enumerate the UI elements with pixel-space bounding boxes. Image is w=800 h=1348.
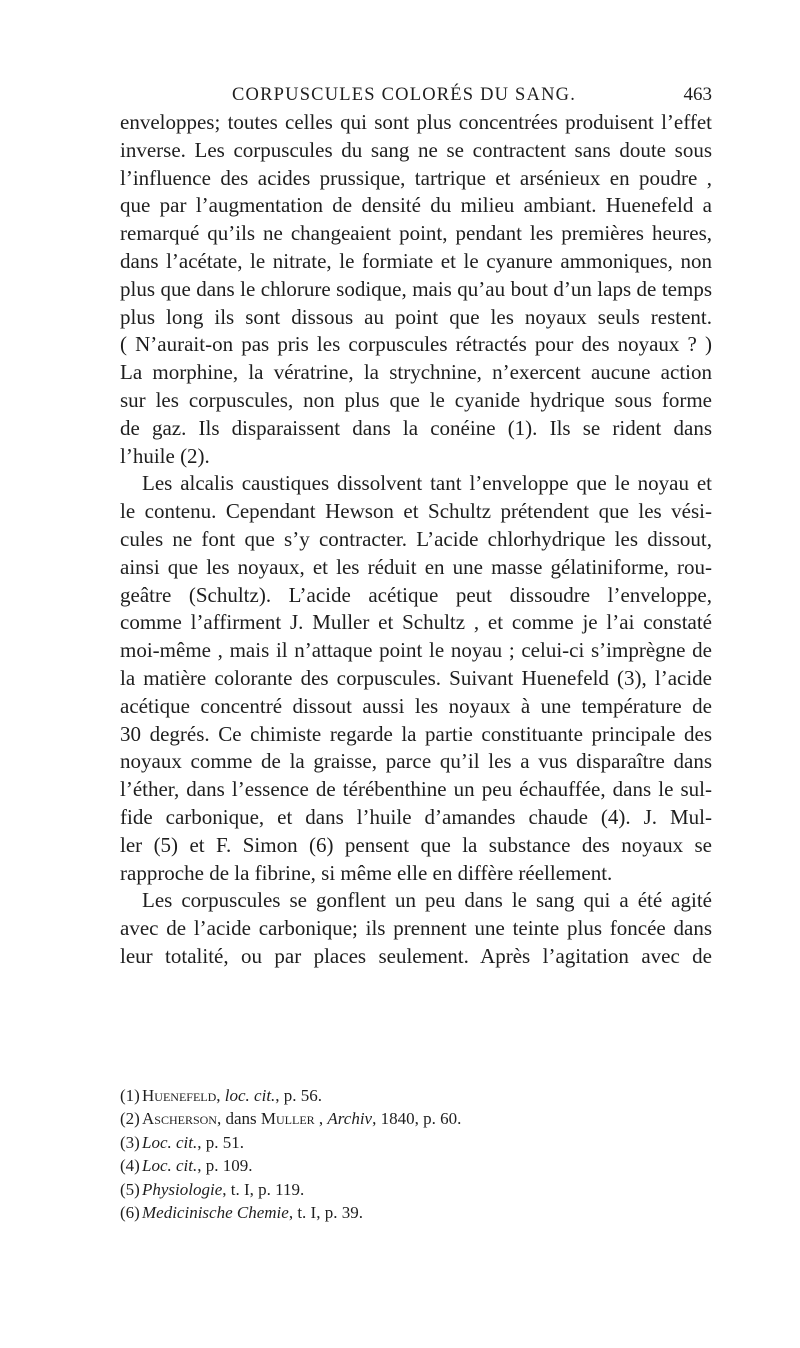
text-line: dans l’acétate, le nitrate, le formiate et le cyanure ammoniques, non (120, 248, 712, 273)
footnote-text: , p. 51. (197, 1132, 244, 1152)
footnote-number: (4) (120, 1156, 140, 1176)
text-line: ler (5) et F. Simon (6) pensent que la substance des noyaux se (120, 832, 712, 857)
footnote-author: Huenefeld (142, 1086, 217, 1105)
text-line: fide carbonique, et dans l’huile d’amandes chaude (4). J. Mul- (120, 804, 712, 829)
text-line: l’influence des acides prussique, tartrique et arsénieux en poudre , (120, 165, 712, 190)
footnote-text: , p. 109. (197, 1156, 253, 1176)
text-line: comme l’affirment J. Muller et Schultz , et comme je l’ai constaté (120, 610, 712, 635)
footnote-text: , (216, 1086, 225, 1105)
footnote (120, 1154, 712, 1177)
footnote-work: Loc. cit. (142, 1132, 198, 1152)
text-line: cules ne font que s’y contracter. L’acide chlorhydrique les dissout, (120, 526, 712, 551)
footnote (120, 1178, 712, 1201)
text-line: acétique concentré dissout aussi les noyaux à une température de (120, 693, 712, 718)
footnote-number: (2) (120, 1109, 140, 1129)
footnote-text: , t. I, p. 119. (222, 1179, 305, 1199)
footnote-text: , dans (216, 1109, 261, 1129)
footnote-number: (3) (120, 1132, 140, 1152)
text-line: ( N’aurait-on pas pris les corpuscules rétractés pour des noyaux ? ) (120, 332, 712, 357)
text-line: le contenu. Cependant Hewson et Schultz prétendent que les vési- (120, 499, 712, 524)
footnote-author: Muller (260, 1109, 315, 1129)
text-line: geâtre (Schultz). L’acide acétique peut dissoudre l’enveloppe, (120, 582, 712, 607)
text-line: plus que dans le chlorure sodique, mais qu’au bout d’un laps de temps (120, 276, 712, 301)
text-line: noyaux comme de la graisse, parce qu’il les a vus disparaître dans (120, 749, 712, 774)
footnote (120, 1084, 712, 1107)
text-line: avec de l’acide carbonique; ils prennent une teinte plus foncée dans (120, 916, 712, 941)
text-line: rapproche de la fibrine, si même elle en diffère réellement. (120, 860, 613, 885)
footnote-work: Medicinische Chemie (142, 1203, 289, 1223)
text-line: inverse. Les corpuscules du sang ne se contractent sans doute sous (120, 137, 712, 162)
footnote (120, 1131, 712, 1154)
text-line: l’huile (2). (120, 443, 210, 468)
text-line: 30 degrés. Ce chimiste regarde la partie constituante principale des (120, 721, 712, 746)
text-line: Les corpuscules se gonflent un peu dans le sang qui a été agité (142, 888, 712, 913)
text-line: plus long ils sont dissous au point que les noyaux seuls restent. (120, 304, 712, 329)
text-line: l’éther, dans l’essence de térébenthine un peu échauffée, dans le sul- (120, 777, 712, 802)
footnote-number: (6) (120, 1203, 140, 1223)
text-line: la matière colorante des corpuscules. Suivant Huenefeld (3), l’acide (120, 665, 712, 690)
text-line: remarqué qu’ils ne changeaient point, pendant les premières heures, (120, 221, 712, 246)
footnote (120, 1107, 712, 1130)
footnote-text: , 1840, p. 60. (372, 1109, 462, 1129)
text-line: leur totalité, ou par places seulement. Après l’agitation avec de (120, 943, 712, 968)
text-line: que par l’augmentation de densité du milieu ambiant. Huenefeld a (120, 193, 712, 218)
page-header (120, 80, 712, 110)
text-line: La morphine, la vératrine, la strychnine, n’exercent aucune action (120, 360, 712, 385)
footnote-work: Physiologie (142, 1179, 223, 1199)
footnote-author: Ascherson (142, 1109, 217, 1129)
footnote-number: (1) (120, 1086, 140, 1105)
footnote (120, 1201, 712, 1224)
footnote-text: , (314, 1109, 328, 1129)
page-number: 463 (683, 84, 712, 105)
footnotes (120, 1084, 712, 1224)
footnote-text: , p. 56. (275, 1086, 323, 1105)
footnote-work: loc. cit. (224, 1086, 276, 1105)
footnote-work: Loc. cit. (142, 1156, 198, 1176)
text-line: sur les corpuscules, non plus que le cyanide hydrique sous forme (120, 387, 712, 412)
text-line: enveloppes; toutes celles qui sont plus concentrées produisent l’effet (120, 110, 712, 134)
running-title: CORPUSCULES COLORÉS DU SANG. (232, 85, 577, 105)
body-text (120, 109, 712, 971)
text-line: Les alcalis caustiques dissolvent tant l’enveloppe que le noyau et (142, 471, 712, 496)
footnote-work: Archiv (327, 1109, 373, 1129)
text-line: de gaz. Ils disparaissent dans la conéine (1). Ils se rident dans (120, 415, 712, 440)
footnote-text: , t. I, p. 39. (288, 1203, 363, 1223)
text-line: ainsi que les noyaux, et les réduit en une masse gélatiniforme, rou- (120, 554, 712, 579)
text-line: moi-même , mais il n’attaque point le noyau ; celui-ci s’imprègne de (120, 638, 712, 663)
footnote-number: (5) (120, 1179, 140, 1199)
